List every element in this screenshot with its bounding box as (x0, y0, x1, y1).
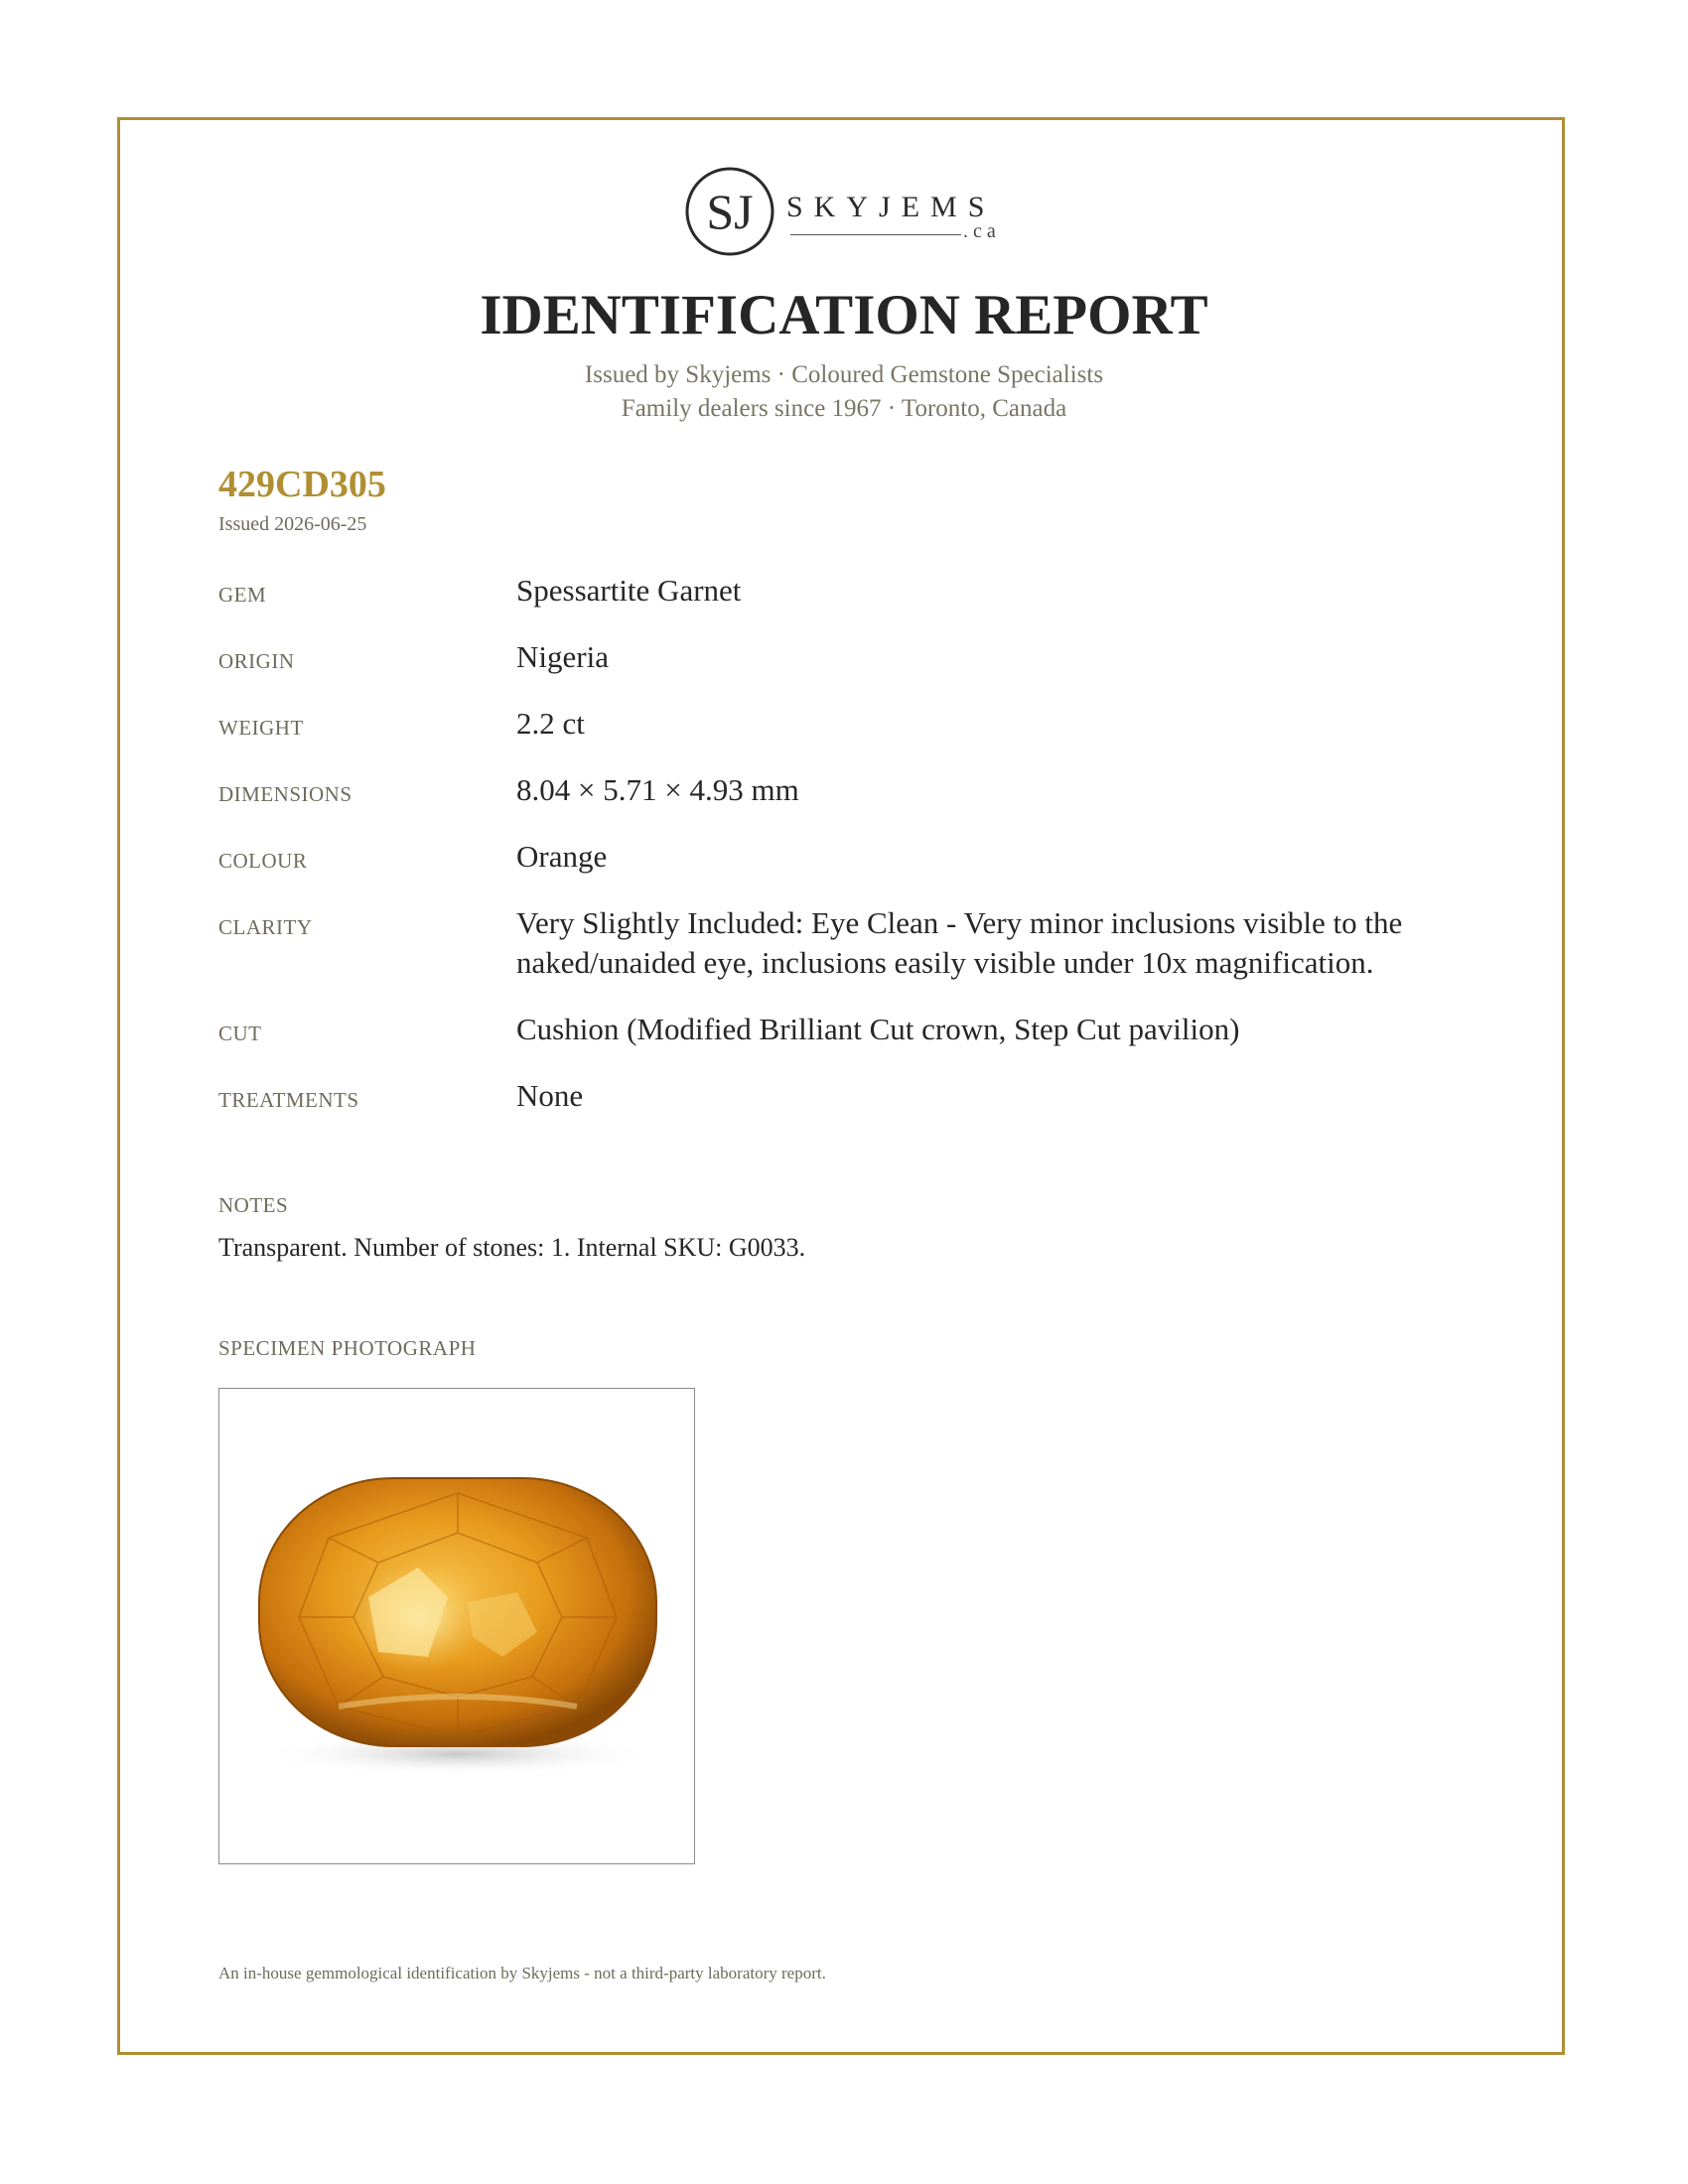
field-label: CUT (218, 1022, 262, 1045)
subtitle-location: Family dealers since 1967 · Toronto, Canada (621, 395, 1067, 422)
photo-label: SPECIMEN PHOTOGRAPH (218, 1336, 477, 1360)
skyjems-logo (683, 163, 1011, 262)
logo-divider (790, 234, 961, 235)
field-label: WEIGHT (218, 716, 304, 740)
field-value: None (516, 1078, 584, 1113)
field-value: 2.2 ct (516, 706, 585, 741)
field-label: CLARITY (218, 915, 313, 939)
footer-disclaimer: An in-house gemmological identification by Skyjems - not a third-party laboratory report. (218, 1964, 826, 1982)
notes-label: NOTES (218, 1193, 289, 1217)
field-label: DIMENSIONS (218, 782, 352, 806)
gemstone-image (219, 1389, 695, 1864)
field-row-dimensions (218, 770, 1509, 810)
field-value: Nigeria (516, 639, 609, 674)
field-value: Cushion (Modified Brilliant Cut crown, Step Cut pavilion) (516, 1012, 1240, 1046)
field-label: TREATMENTS (218, 1088, 359, 1112)
field-row-gem (218, 571, 1509, 611)
field-value: 8.04 × 5.71 × 4.93 mm (516, 772, 799, 807)
field-value: Spessartite Garnet (516, 573, 742, 608)
field-value: Very Slightly Included: Eye Clean - Very minor inclusions visible to the naked/unaided eye, inclusions easily visible under 10x magnification. (516, 905, 1403, 980)
field-label: COLOUR (218, 849, 308, 873)
report-id: 429CD305 (218, 464, 386, 505)
field-label: GEM (218, 583, 267, 607)
field-row-cut (218, 1010, 1509, 1049)
sj-monogram-icon (683, 165, 776, 258)
issue-date: Issued 2026-06-25 (218, 513, 367, 535)
field-label: ORIGIN (218, 649, 295, 673)
subtitle-issuer: Issued by Skyjems · Coloured Gemstone Specialists (584, 361, 1104, 388)
brand-name: SKYJEMS (786, 191, 996, 223)
field-row-origin (218, 637, 1509, 677)
gem-details (218, 571, 1509, 1143)
report-title: IDENTIFICATION REPORT (480, 284, 1208, 346)
notes-text: Transparent. Number of stones: 1. Internal SKU: G0033. (218, 1233, 806, 1262)
field-row-colour (218, 837, 1509, 877)
specimen-photo (218, 1388, 695, 1864)
field-row-weight (218, 704, 1509, 744)
field-row-treatments (218, 1076, 1509, 1116)
brand-domain: .ca (963, 220, 1001, 242)
field-row-clarity (218, 903, 1509, 983)
svg-text:SJ: SJ (706, 184, 754, 239)
field-value: Orange (516, 839, 608, 874)
